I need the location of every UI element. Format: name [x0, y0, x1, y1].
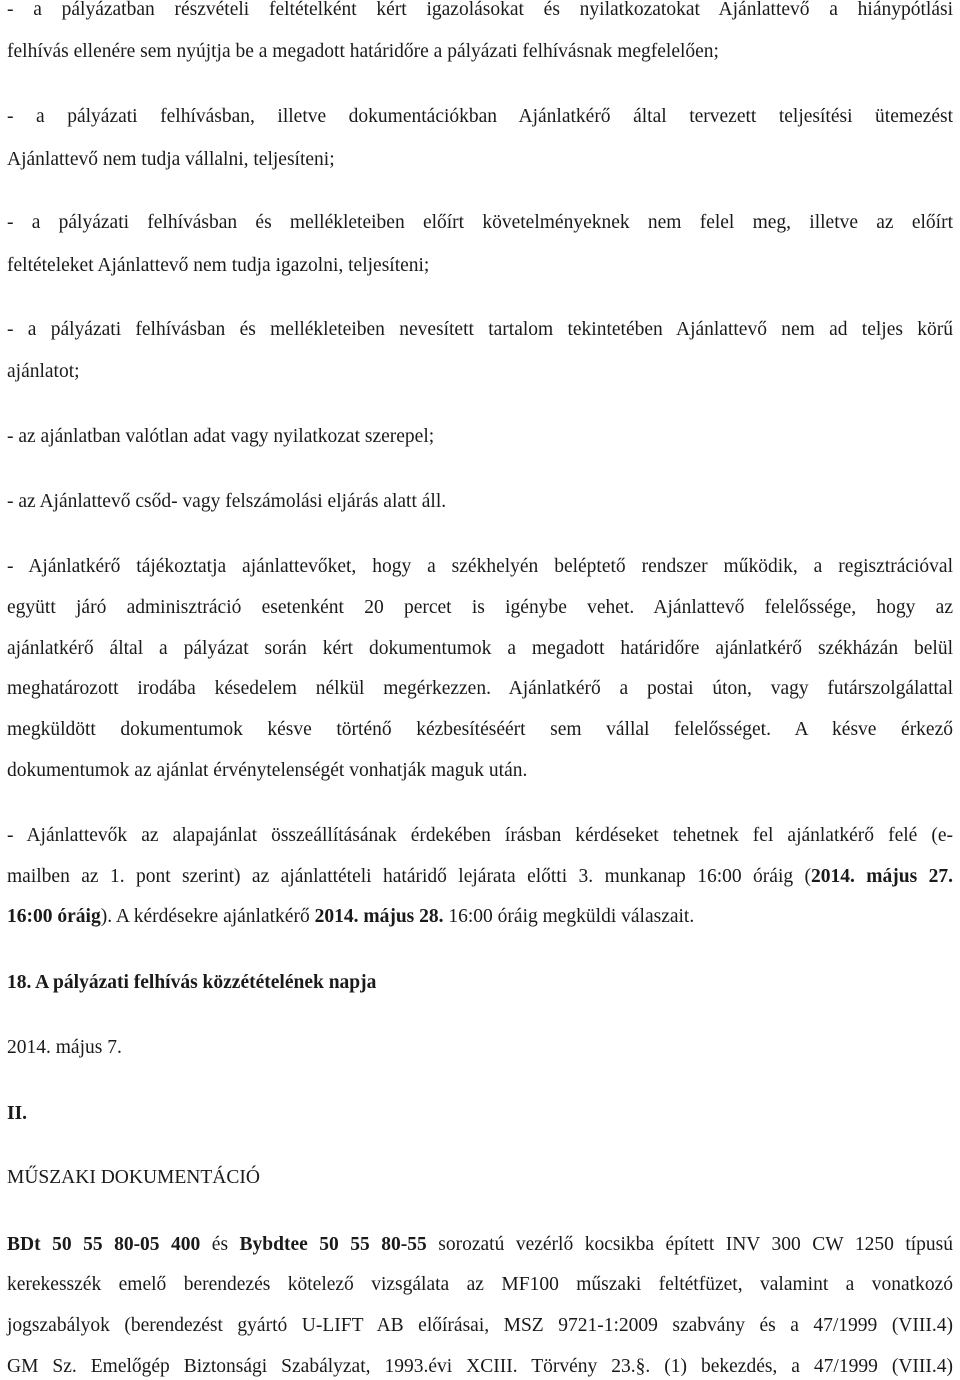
text-line: együtt járó adminisztráció esetenként 20 percet is igénybe vehet. Ajánlattevő felelőssége, hogy az	[7, 597, 953, 618]
text-span: és	[200, 1234, 240, 1255]
text-line: meghatározott irodába késedelem nélkül megérkezzen. Ajánlatkérő a postai úton, vagy futárszolgálattal	[7, 678, 953, 699]
deadline-time: 16:00 óráig	[7, 906, 101, 927]
text-line: - Ajánlattevők az alapajánlat összeállításának érdekében írásban kérdéseket tehetnek fel ajánlatkérő felé (e-	[7, 825, 953, 846]
text-line: ajánlatkérő által a pályázat során kért dokumentumok a megadott határidőre ajánlatkérő székházán belül	[7, 638, 953, 659]
text-span: mailben az 1. pont szerint) az ajánlattételi határidő lejárata előtti 3. munkanap 16:00 óráig (	[7, 866, 812, 887]
text-line: ajánlatot;	[7, 361, 80, 382]
publication-date: 2014. május 7.	[7, 1037, 122, 1058]
text-line: dokumentumok az ajánlat érvénytelenségét vonhatják maguk után.	[7, 760, 528, 781]
text-line: megküldött dokumentumok késve történő kézbesítéséért sem vállal felelősséget. A késve érkező	[7, 719, 953, 740]
text-span: ). A kérdésekre ajánlatkérő	[100, 906, 315, 927]
model-code: BDt 50 55 80-05 400	[7, 1234, 201, 1255]
text-line: GM Sz. Emelőgép Biztonsági Szabályzat, 1993.évi XCIII. Törvény 23.§. (1) bekezdés, a 47/1999 (VIII.4)	[7, 1356, 953, 1377]
text-line: feltételeket Ajánlattevő nem tudja igazolni, teljesíteni;	[7, 255, 430, 276]
deadline-date: 2014. május 27.	[811, 866, 954, 887]
part-number: II.	[7, 1103, 28, 1124]
answer-date: 2014. május 28.	[314, 906, 444, 927]
text-line: felhívás ellenére sem nyújtja be a megadott határidőre a pályázati felhívásnak megfelelően;	[7, 41, 719, 62]
text-line: - a pályázatban részvételi feltételként kért igazolásokat és nyilatkozatokat Ajánlattevő a hiánypótlási	[7, 0, 953, 20]
text-span: 16:00 óráig megküldi válaszait.	[443, 906, 695, 927]
text-line: - Ajánlatkérő tájékoztatja ajánlattevőket, hogy a székhelyén beléptető rendszer működik, a regisztrációval	[7, 556, 953, 577]
text-line: - a pályázati felhívásban és mellékleteiben nevesített tartalom tekintetében Ajánlattevő nem ad teljes körű	[7, 319, 953, 340]
text-line: - az ajánlatban valótlan adat vagy nyilatkozat szerepel;	[7, 426, 435, 447]
text-line	[7, 865, 953, 889]
text-line: - a pályázati felhívásban és mellékleteiben előírt követelményeknek nem felel meg, illetve az előírt	[7, 212, 953, 233]
text-line: - a pályázati felhívásban, illetve dokumentációkban Ajánlatkérő által tervezett teljesítési ütemezést	[7, 106, 953, 127]
section-heading: 18. A pályázati felhívás közzétételének napja	[7, 972, 377, 993]
text-line	[7, 905, 694, 929]
text-span: sorozatú vezérlő kocsikba épített INV 300 CW 1250 típusú	[426, 1234, 953, 1255]
model-code: Bybdtee 50 55 80-55	[239, 1234, 427, 1255]
text-line: Ajánlattevő nem tudja vállalni, teljesíteni;	[7, 149, 335, 170]
text-line: kerekesszék emelő berendezés kötelező vizsgálata az MF100 műszaki feltétfüzet, valamint a vonatkozó	[7, 1274, 953, 1295]
part-title: MŰSZAKI DOKUMENTÁCIÓ	[7, 1167, 260, 1188]
text-line	[7, 1233, 953, 1257]
text-line: jogszabályok (berendezést gyártó U-LIFT AB előírásai, MSZ 9721-1:2009 szabvány és a 47/1999 (VIII.4)	[7, 1315, 953, 1336]
text-line: - az Ajánlattevő csőd- vagy felszámolási eljárás alatt áll.	[7, 491, 447, 512]
